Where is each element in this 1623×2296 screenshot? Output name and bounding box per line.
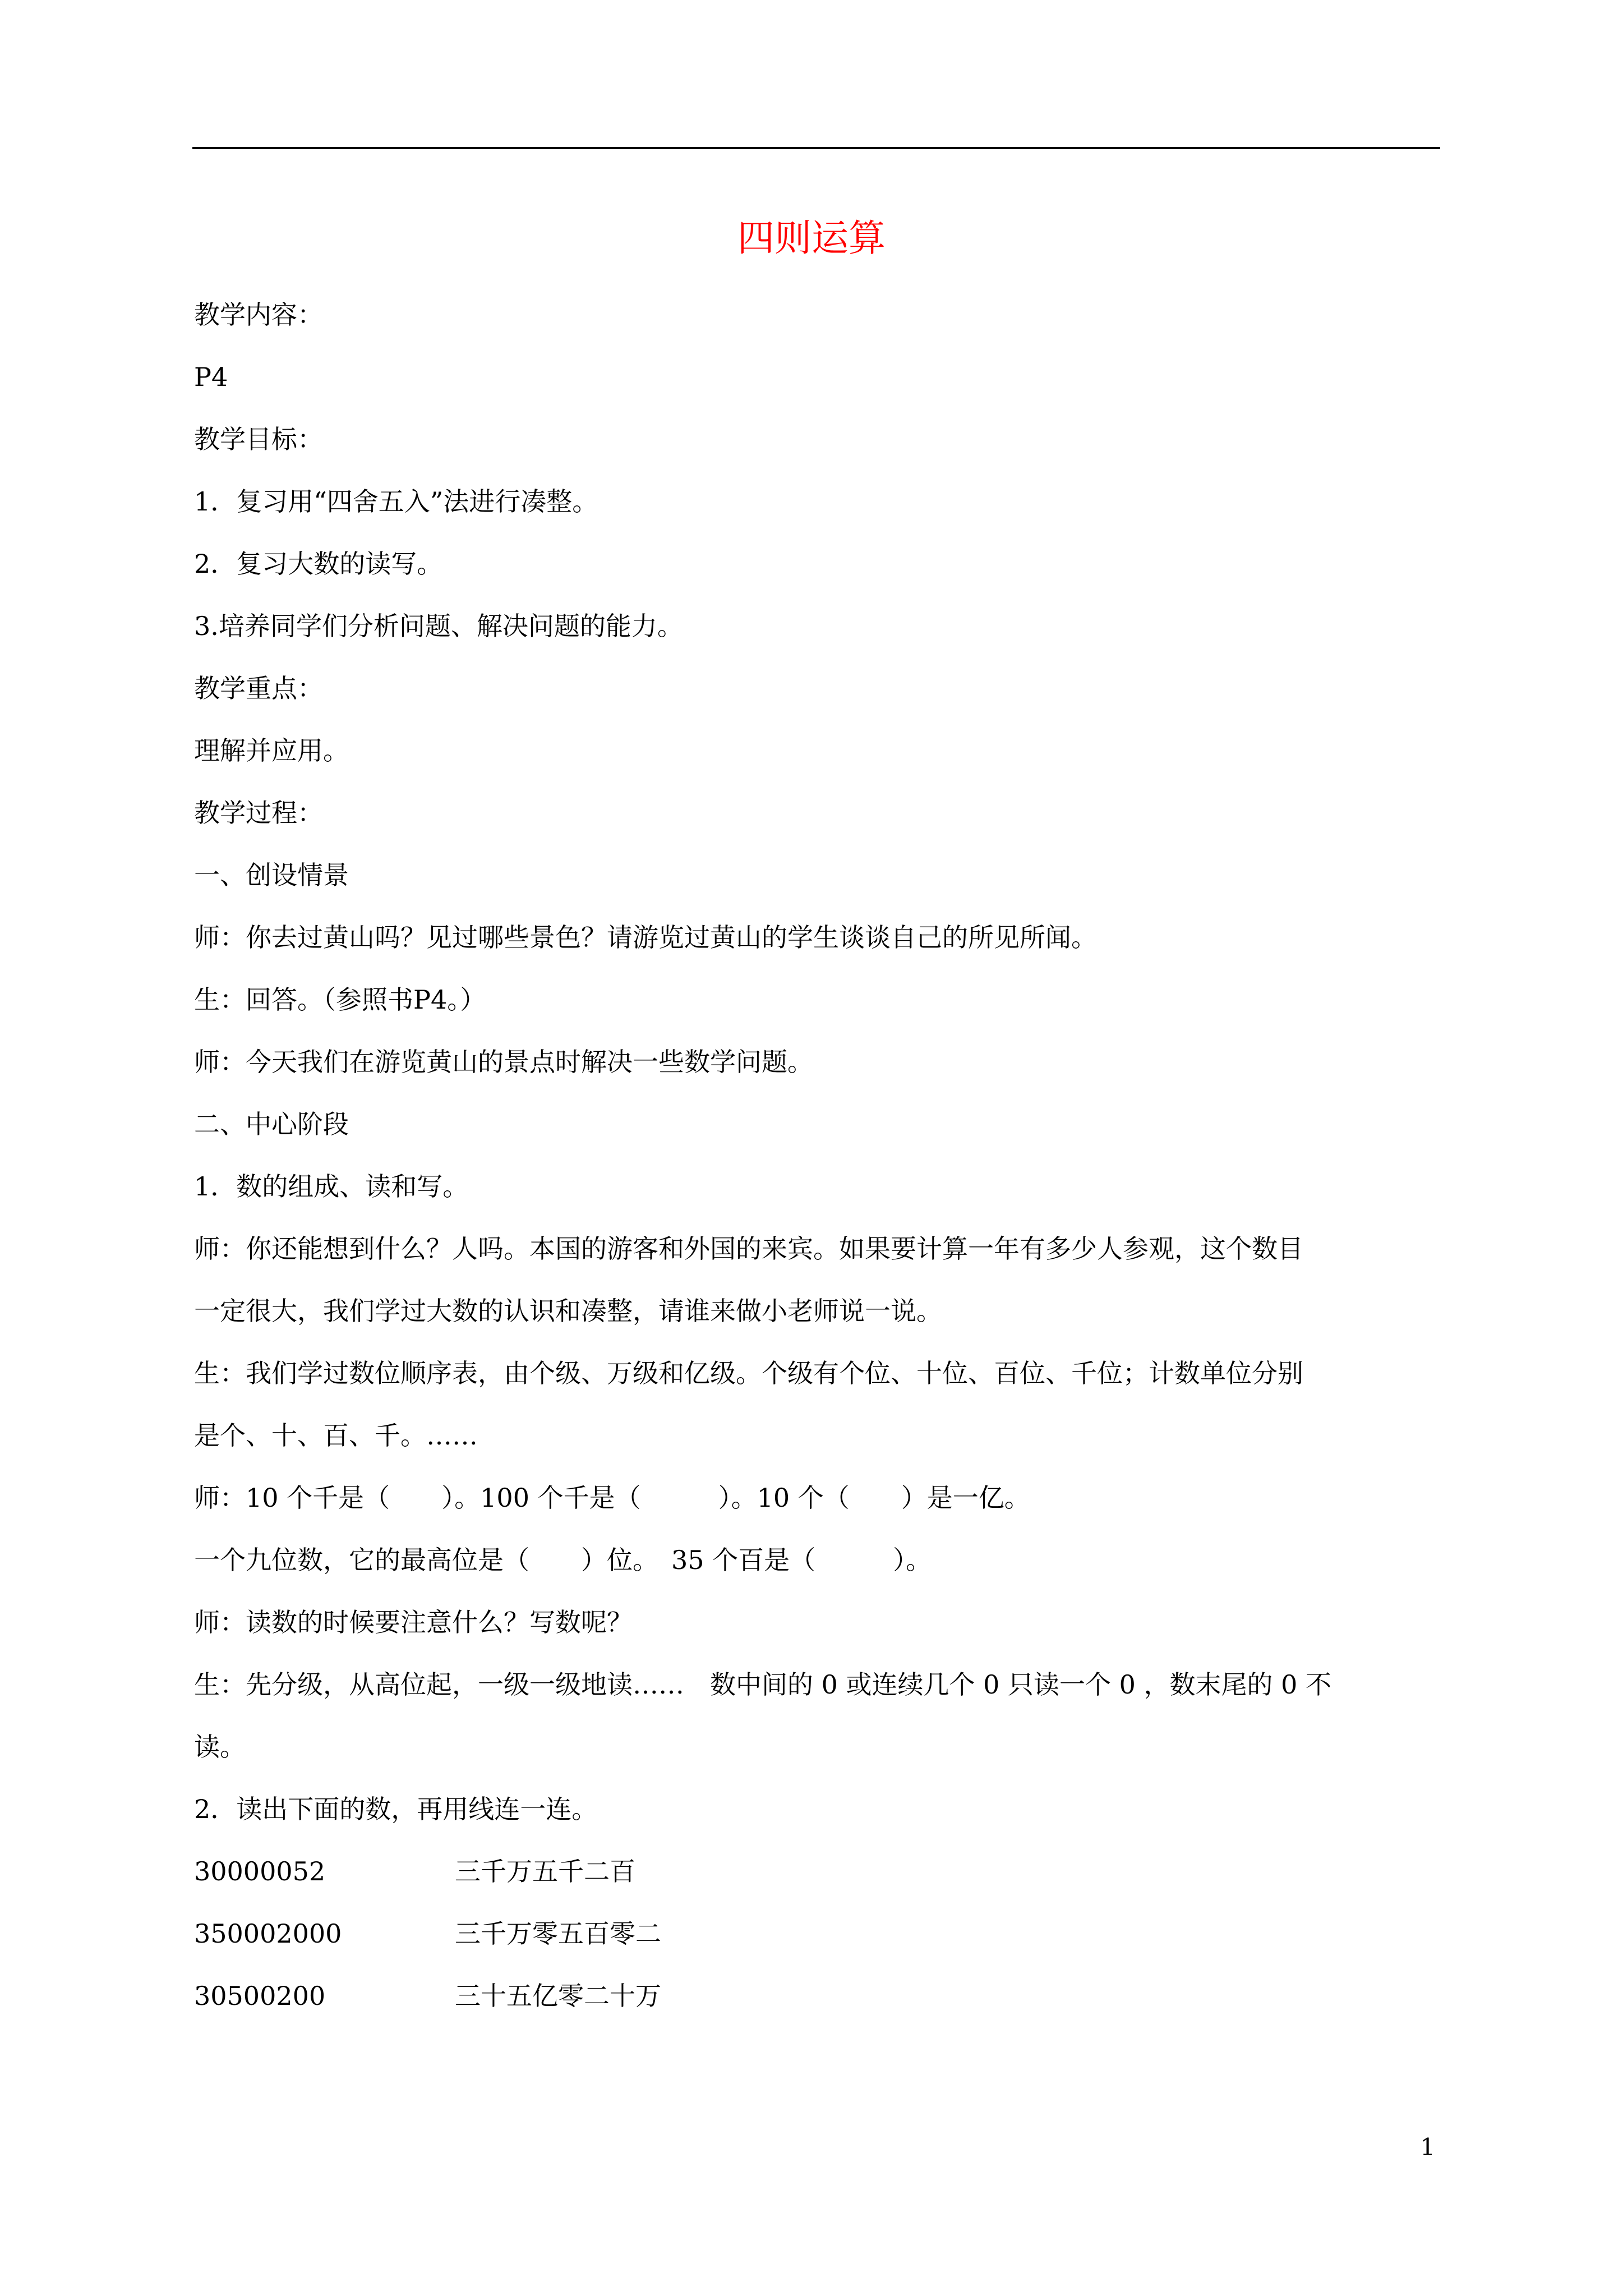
- text-line: 师：10 个千是（ ）。100 个千是（ ）。10 个（ ）是一亿。: [194, 1483, 1030, 1513]
- text-line: 读。: [194, 1732, 246, 1762]
- text-line: 二、中心阶段: [194, 1109, 349, 1139]
- text-line: 一定很大，我们学过大数的认识和凑整，请谁来做小老师说一说。: [194, 1296, 942, 1326]
- text-line: 1．数的组成、读和写。: [194, 1171, 469, 1202]
- text-line: 师：今天我们在游览黄山的景点时解决一些数学问题。: [194, 1047, 813, 1077]
- text-line: 师：读数的时候要注意什么？写数呢？: [194, 1607, 633, 1637]
- number-pair-row: [194, 1917, 661, 1950]
- text-line: 2．复习大数的读写。: [194, 549, 443, 579]
- text-line: 教学过程：: [194, 798, 323, 828]
- text-line: 是个、十、百、千。……: [194, 1420, 478, 1451]
- number-reading: 三千万五千二百: [455, 1856, 635, 1887]
- text-line: 3.培养同学们分析问题、解决问题的能力。: [194, 611, 683, 641]
- number-value: 350002000: [194, 1918, 342, 1949]
- text-line: 理解并应用。: [194, 735, 349, 766]
- number-pair-row: [194, 1855, 635, 1888]
- number-pair-row: [194, 1979, 661, 2013]
- number-value: 30500200: [194, 1981, 326, 2011]
- page-title: 四则运算: [737, 217, 886, 260]
- text-line: 教学内容：: [194, 300, 323, 330]
- number-value: 30000052: [194, 1856, 326, 1887]
- text-line: P4: [194, 362, 228, 392]
- text-line: 生：回答。（参照书P4。）: [194, 984, 486, 1015]
- text-line: 教学目标：: [194, 424, 323, 454]
- text-line: 2．读出下面的数，再用线连一连。: [194, 1794, 598, 1824]
- number-reading: 三十五亿零二十万: [455, 1981, 661, 2011]
- page-number: 1: [1420, 2133, 1435, 2161]
- text-line: 生：先分级，从高位起，一级一级地读…… 数中间的 0 或连续几个 0 只读一个 0 ，数末尾的 0 不: [194, 1669, 1332, 1700]
- text-line: 一个九位数，它的最高位是（ ）位。 35 个百是（ ）。: [194, 1545, 932, 1575]
- number-reading: 三千万零五百零二: [455, 1918, 661, 1949]
- text-line: 教学重点：: [194, 673, 323, 703]
- text-line: 师：你去过黄山吗？见过哪些景色？请游览过黄山的学生谈谈自己的所见所闻。: [194, 922, 1097, 953]
- text-line: 生：我们学过数位顺序表，由个级、万级和亿级。个级有个位、十位、百位、千位；计数单位分别: [194, 1358, 1303, 1388]
- header-rule: [192, 147, 1440, 149]
- text-line: 师：你还能想到什么？人吗。本国的游客和外国的来宾。如果要计算一年有多少人参观，这个数目: [194, 1234, 1303, 1264]
- text-line: 一、创设情景: [194, 860, 349, 890]
- text-line: 1．复习用“四舍五入”法进行凑整。: [194, 486, 598, 517]
